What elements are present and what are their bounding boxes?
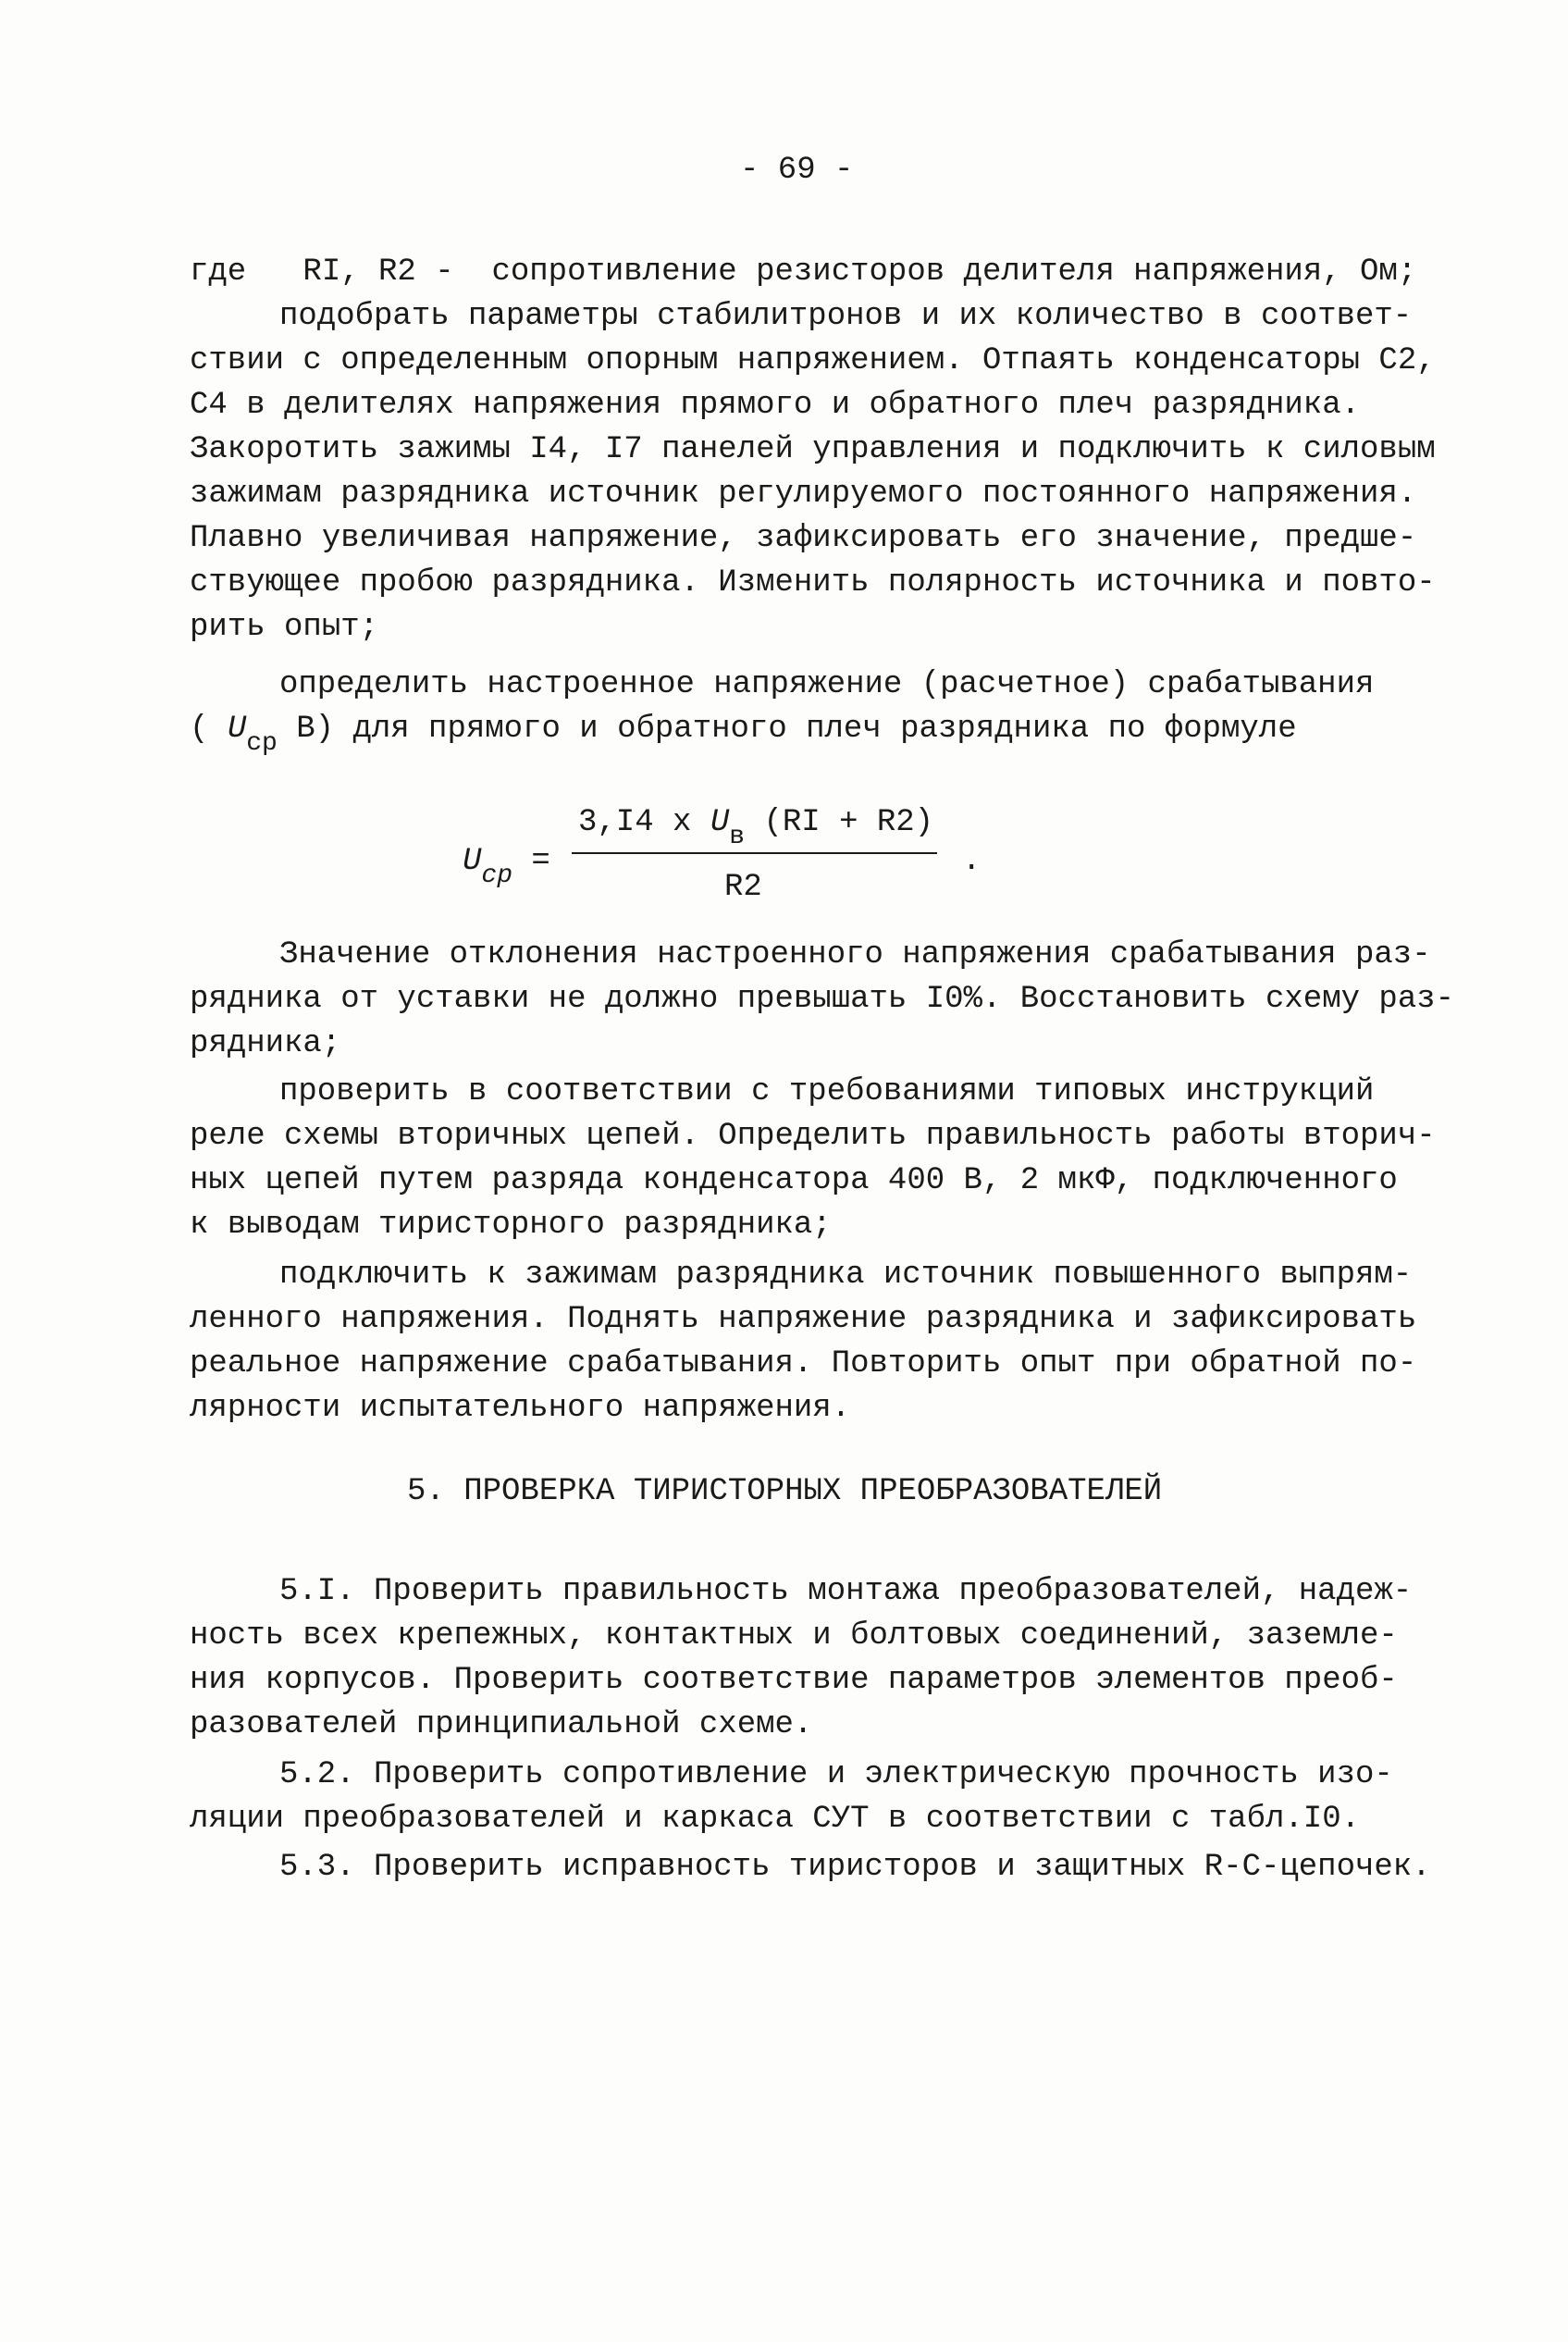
text-line: ленного напряжения. Поднять напряжение разрядника и зафиксировать (190, 1302, 1417, 1337)
text-line: Значение отклонения настроенного напряжения срабатывания раз- (279, 937, 1431, 973)
text-line: Плавно увеличивая напряжение, зафиксировать его значение, предше- (190, 521, 1417, 556)
text-line: реле схемы вторичных цепей. Определить правильность работы вторич- (190, 1119, 1436, 1154)
formula-num-post: (RI + R2) (745, 805, 934, 840)
text-line: подключить к зажимам разрядника источник повышенного выпрям- (279, 1258, 1413, 1293)
text-line: 5.2. Проверить сопротивление и электрическую прочность изо- (279, 1757, 1393, 1792)
text-line: определить настроенное напряжение (расчетное) срабатывания (279, 667, 1375, 702)
text-line: 5.3. Проверить исправность тиристоров и защитных R-C-цепочек. (279, 1850, 1431, 1885)
text-line: ность всех крепежных, контактных и болтовых соединений, заземле- (190, 1618, 1398, 1654)
formula (463, 791, 1018, 930)
formula-denominator: R2 (724, 870, 762, 905)
text-line: подобрать параметры стабилитронов и их количество в соответ- (279, 299, 1413, 334)
text-line: 5.I. Проверить правильность монтажа преобразователей, надеж- (279, 1574, 1413, 1609)
formula-lhs-symbol: U (463, 844, 482, 879)
text-line: ствии с определенным опорным напряжением. Отпаять конденсаторы С2, (190, 343, 1436, 378)
formula-lhs-subscript: ср (481, 861, 513, 890)
voltage-subscript: ср (246, 729, 278, 758)
text-line: зажимам разрядника источник регулируемого постоянного напряжения. (190, 477, 1417, 512)
text-line: реальное напряжение срабатывания. Повторить опыт при обратной по- (190, 1346, 1417, 1382)
formula-num-symbol: U (710, 805, 730, 840)
text-line: рядника; (190, 1026, 341, 1061)
section-heading: 5. ПРОВЕРКА ТИРИСТОРНЫХ ПРЕОБРАЗОВАТЕЛЕЙ (407, 1474, 1163, 1509)
text-line: к выводам тиристорного разрядника; (190, 1208, 832, 1243)
formula-num-pre: 3,I4 x (578, 805, 710, 840)
paren-open: ( (190, 712, 228, 747)
text-line: ляции преобразователей и каркаса СУТ в соответствии с табл.I0. (190, 1802, 1361, 1837)
text-line: ния корпусов. Проверить соответствие параметров элементов преоб- (190, 1663, 1398, 1698)
text-line: рить опыт; (190, 610, 379, 645)
formula-numerator (578, 800, 934, 851)
text-line: разователей принципиальной схеме. (190, 1707, 813, 1742)
text-line: С4 в делителях напряжения прямого и обратного плеч разрядника. (190, 388, 1361, 423)
text-line: лярности испытательного напряжения. (190, 1391, 851, 1426)
text-rest: В) для прямого и обратного плеч разрядника по формуле (277, 712, 1297, 747)
formula-equals: = (512, 844, 550, 879)
text-line: рядника от уставки не должно превышать I0%. Восстановить схему раз- (190, 982, 1455, 1017)
text-line-with-symbol (190, 707, 1297, 758)
text-line: ных цепей путем разряда конденсатора 400 В, 2 мкФ, подключенного (190, 1163, 1398, 1198)
formula-num-subscript: в (729, 823, 746, 851)
text-line: ствующее пробою разрядника. Изменить полярность источника и повто- (190, 565, 1436, 601)
formula-lhs (463, 839, 550, 890)
formula-period: . (962, 844, 982, 879)
text-line: Закоротить зажимы I4, I7 панелей управления и подключить к силовым (190, 432, 1436, 467)
page-number: - 69 - (740, 153, 854, 188)
text-line: проверить в соответствии с требованиями типовых инструкций (279, 1074, 1375, 1109)
fraction-bar (572, 852, 937, 854)
text-line: где RI, R2 - сопротивление резисторов делителя напряжения, Ом; (190, 254, 1417, 290)
voltage-symbol: U (227, 712, 247, 747)
